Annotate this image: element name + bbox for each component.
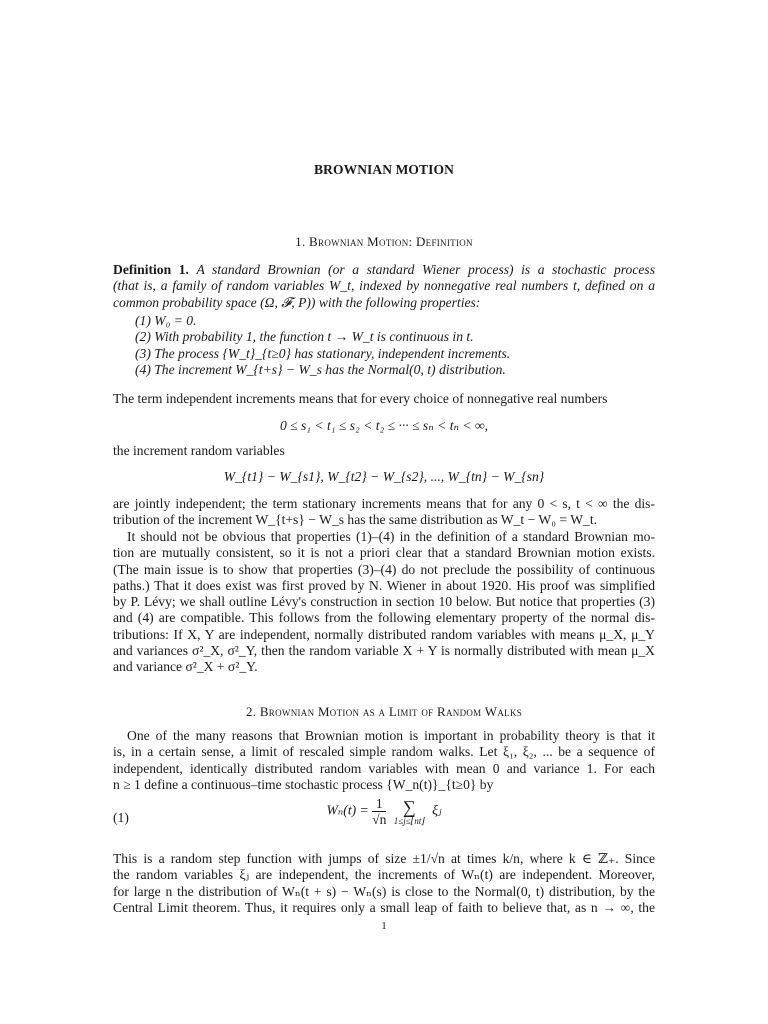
equation-1-lhs: Wₙ(t) = <box>326 802 369 818</box>
para-obvious-line-5: by P. Lévy; we shall outline Lévy's construction in section 10 below. But notice that properties (3) <box>113 594 655 610</box>
equation-increments: W_{t1} − W_{s1}, W_{t2} − W_{s2}, ..., W_{tn} − W_{sn} <box>223 469 545 484</box>
para-limit-line-2: is, in a certain sense, a limit of rescaled simple random walks. Let ξ₁, ξ₂, ... be a sequence of <box>113 744 655 760</box>
para-step <box>113 851 655 916</box>
para-limit-line-1: One of the many reasons that Brownian motion is important in probability theory is that it <box>127 728 655 743</box>
para-obvious-line-1: It should not be obvious that properties (1)–(4) in the definition of a standard Brownian mo- <box>127 529 655 544</box>
para-independent <box>113 391 655 407</box>
para-obvious-line-4: paths.) That it does exist was first proved by N. Wiener in about 1920. His proof was simplified <box>113 577 655 593</box>
para-step-line-2: the random variables ξⱼ are independent, the increments of Wₙ(t) are independent. Moreover, <box>113 867 655 883</box>
para-obvious-line-2: tion are mutually consistent, so it is not a priori clear that a standard Brownian motion exists. <box>113 545 655 561</box>
definition-line-3: common probability space (Ω, 𝓕, P)) with the following properties: <box>113 294 481 310</box>
summation-symbol <box>394 798 425 826</box>
para-obvious-line-9: and variance σ²_X + σ²_Y. <box>113 659 258 675</box>
para-limit-line-3: independent, identically distributed random variables with mean 0 and variance 1. For each <box>113 760 655 776</box>
equation-1 <box>113 796 655 827</box>
para-stationary-line-2: tribution of the increment W_{t+s} − W_s has the same distribution as W_t − W₀ = W_t. <box>113 512 598 528</box>
definition-properties-list <box>135 313 655 378</box>
para-obvious-line-3: (The main issue is to show that properties (3)–(4) do not preclude the possibility of continuous <box>113 561 655 577</box>
para-obvious-line-8: and variances σ²_X, σ²_Y, then the random variable X + Y is normally distributed with mean μ_X <box>113 643 655 659</box>
equation-1-sum-range: 1≤j≤⌊nt⌋ <box>393 815 425 826</box>
property-3: (3) The process {W_t}_{t≥0} has stationary, independent increments. <box>135 345 511 361</box>
para-independent-text: The term independent increments means that for every choice of nonnegative real numbers <box>113 391 608 406</box>
definition-block <box>113 262 655 311</box>
para-obvious <box>113 529 655 676</box>
para-step-line-3: for large n the distribution of Wₙ(t + s) − Wₙ(s) is close to the Normal(0, t) distribution, by the <box>113 883 655 899</box>
para-increment-text: the increment random variables <box>113 443 285 458</box>
definition-text-1: A standard Brownian (or a standard Wiener process) is a stochastic process <box>196 262 655 277</box>
definition-line-2: (that is, a family of random variables W_t, indexed by nonnegative real numbers t, defined on a <box>113 278 655 294</box>
section-2-heading: 2. Brownian Motion as a Limit of Random Walks <box>245 704 523 719</box>
equation-1-denominator: √n <box>372 812 387 827</box>
property-2: (2) With probability 1, the function t → W_t is continuous in t. <box>135 329 474 345</box>
sigma-icon: ∑ <box>402 796 416 817</box>
para-stationary <box>113 496 655 529</box>
section-1-heading: 1. Brownian Motion: Definition <box>295 234 473 249</box>
equation-1-fraction <box>372 796 386 827</box>
para-increment <box>113 443 655 459</box>
page-number: 1 <box>381 920 387 932</box>
equation-1-term: ξⱼ <box>432 802 442 818</box>
equation-1-label: (1) <box>113 810 129 825</box>
para-limit <box>113 728 655 793</box>
definition-line-1 <box>113 262 655 278</box>
para-stationary-line-1: are jointly independent; the term stationary increments means that for any 0 < s, t < ∞ the dis- <box>113 496 655 511</box>
para-limit-line-4: n ≥ 1 define a continuous–time stochastic process {W_n(t)}_{t≥0} by <box>113 776 494 792</box>
para-step-line-1: This is a random step function with jumps of size ±1/√n at times k/n, where k ∈ ℤ₊. Since <box>113 851 655 866</box>
property-4: (4) The increment W_{t+s} − W_s has the Normal(0, t) distribution. <box>135 361 506 377</box>
property-1: (1) W₀ = 0. <box>135 313 197 328</box>
paper-title: BROWNIAN MOTION <box>314 162 454 177</box>
equation-1-numerator: 1 <box>372 796 386 812</box>
equation-ordering: 0 ≤ s₁ < t₁ ≤ s₂ < t₂ ≤ ··· ≤ sₙ < tₙ < ∞, <box>279 418 489 433</box>
para-obvious-line-7: tributions: If X, Y are independent, normally distributed random variables with means μ_X, μ_Y <box>113 626 655 642</box>
para-obvious-line-6: and (4) are compatible. This follows from the following elementary property of the normal dis- <box>113 610 655 626</box>
para-step-line-4: Central Limit theorem. Thus, it requires only a small leap of faith to believe that, as n → ∞, the <box>113 899 655 915</box>
definition-label: Definition 1. <box>113 262 189 277</box>
